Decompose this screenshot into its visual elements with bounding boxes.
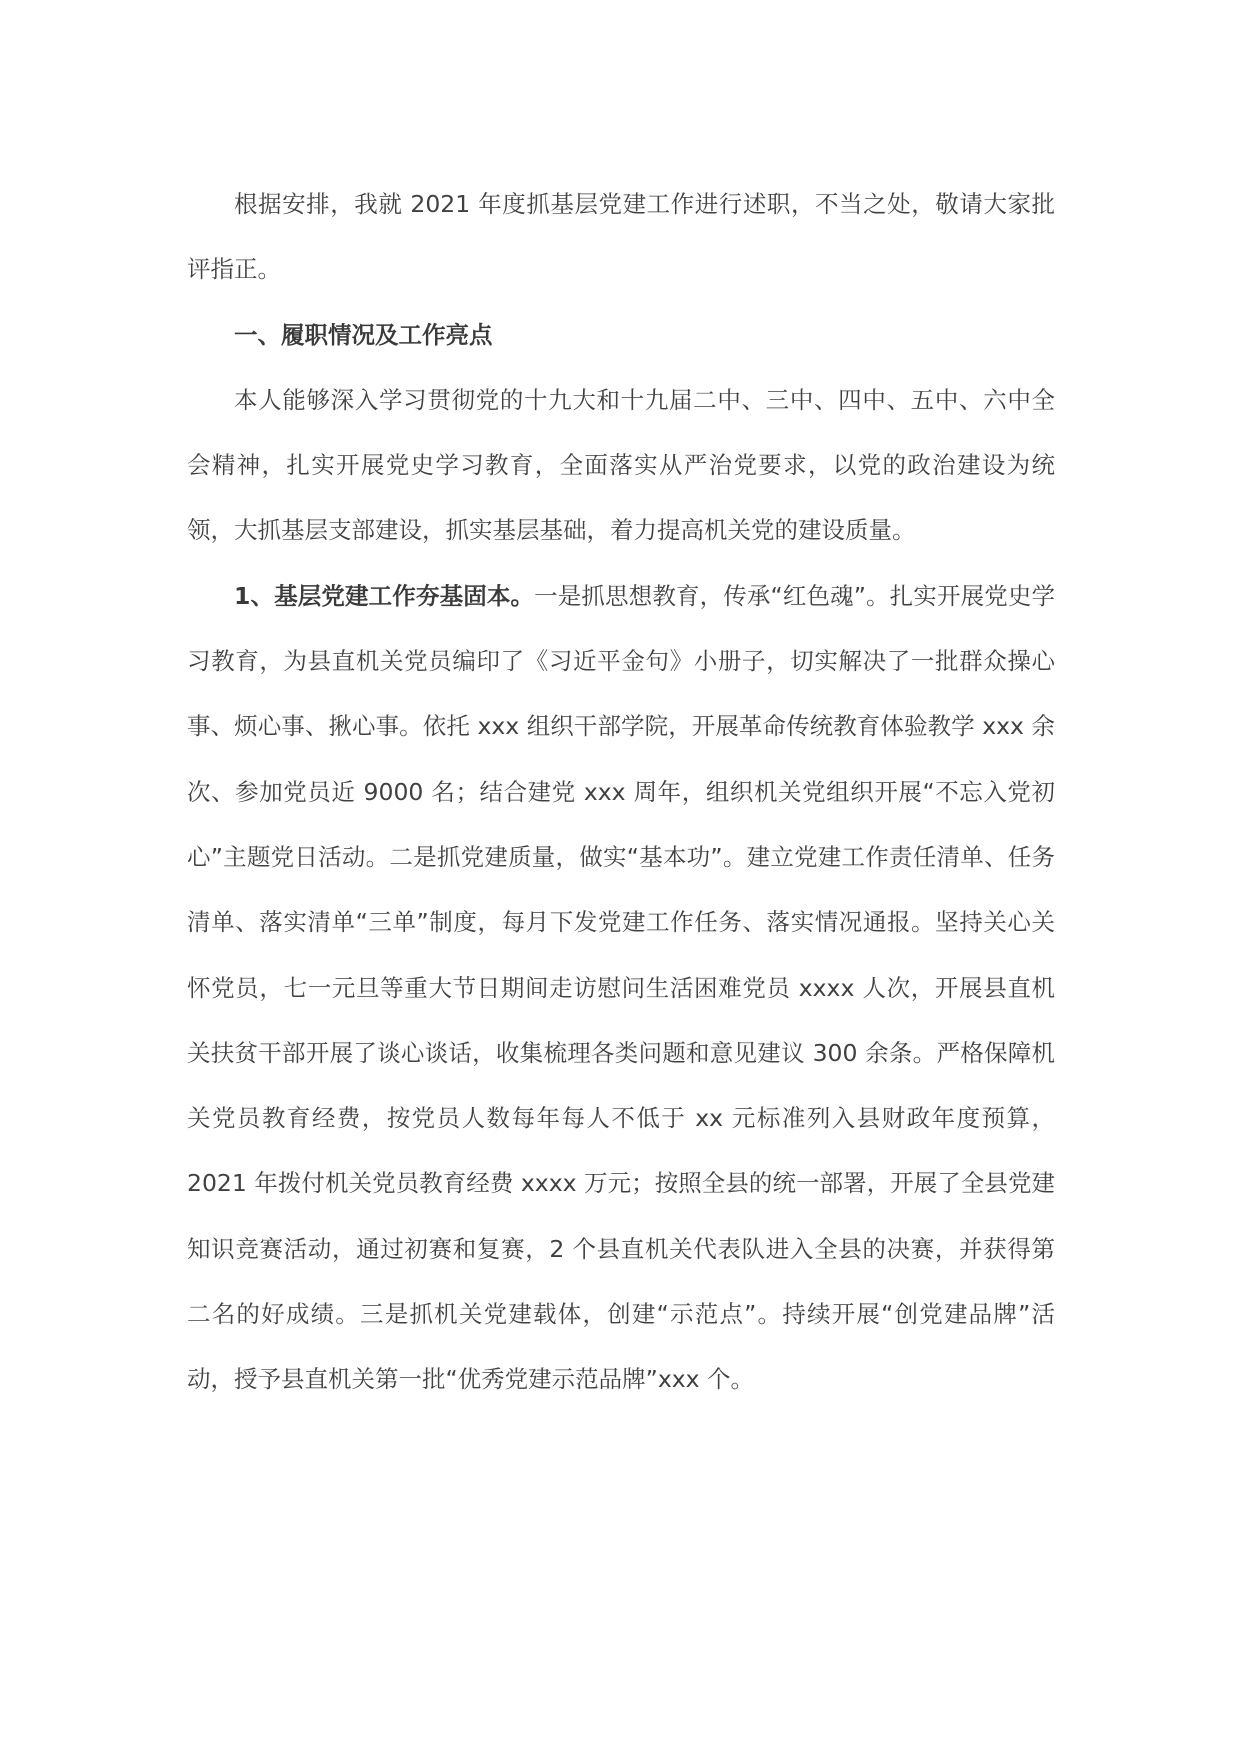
item-1-body: 一是抓思想教育，传承“红色魂”。扎实开展党史学习教育，为县直机关党员编印了《习近平金句》小册子，切实解决了一批群众操心事、烦心事、揪心事。依托 xxx 组织干部学院，开展革命传统教育体验教学 xxx 余次、参加党员近 9000 名；结合建党 xxx 周年，组织机关党组织开展“不忘入党初心”主题党日活动。二是抓党建质量，做实“基本功”。建立党建工作责任清单、任务清单、落实清单“三单”制度，每月下发党建工作任务、落实情况通报。坚持关心关怀党员，七一元旦等重大节日期间走访慰问生活困难党员 xxxx 人次，开展县直机关扶贫干部开展了谈心谈话，收集梳理各类问题和意见建议 300 余条。严格保障机关党员教育经费，按党员人数每年每人不低于 xx 元标准列入县财政年度预算，2021 年拨付机关党员教育经费 xxxx 万元；按照全县的统一部署，开展了全县党建知识竞赛活动，通过初赛和复赛，2 个县直机关代表队进入全县的决赛，并获得第二名的好成绩。三是抓机关党建载体，创建“示范点”。持续开展“创党建品牌”活动，授予县直机关第一批“优秀党建示范品牌”xxx 个。 [187, 581, 1055, 1394]
intro-paragraph: 根据安排，我就 2021 年度抓基层党建工作进行述职，不当之处，敬请大家批评指正。 [187, 190, 1055, 284]
section-heading: 一、履职情况及工作亮点 [234, 320, 493, 349]
item-1-lead: 1、基层党建工作夯基固本。 [234, 581, 535, 610]
document-page [187, 172, 1055, 1413]
summary-paragraph: 本人能够深入学习贯彻党的十九大和十九届二中、三中、四中、五中、六中全会精神，扎实开展党史学习教育，全面落实从严治党要求，以党的政治建设为统领，大抓基层支部建设，抓实基层基础，着力提高机关党的建设质量。 [187, 385, 1055, 545]
item-1-paragraph [187, 564, 1055, 1413]
